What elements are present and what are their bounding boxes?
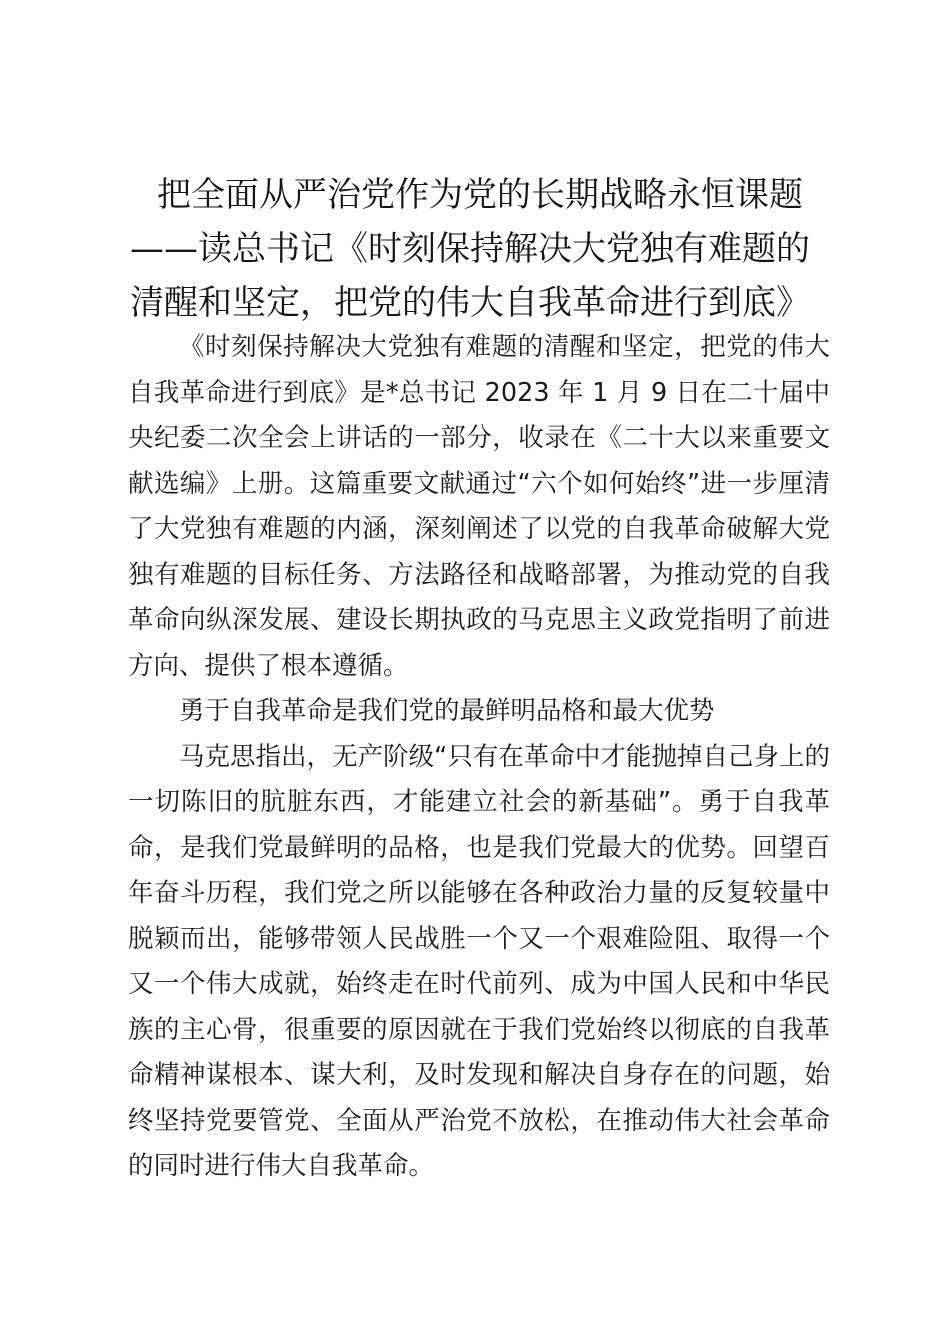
intro-paragraph: 《时刻保持解决大党独有难题的清醒和坚定，把党的伟大自我革命进行到底》是*总书记 2023 年 1 月 9 日在二十届中央纪委二次全会上讲话的一部分，收录在《二十大以来重要文献选编》上册。这篇重要文献通过“六个如何始终”进一步厘清了大党独有难题的内涵，深刻阐述了以党的自我革命破解大党独有难题的目标任务、方法路径和战略部署，为推动党的自我革命向纵深发展、建设长期执政的马克思主义政党指明了前进方向、提供了根本遵循。	[128, 332, 830, 681]
document-body	[128, 325, 830, 1190]
title-line-2: ——读总书记《时刻保持解决大党独有难题的	[130, 229, 810, 269]
section-heading: 勇于自我革命是我们党的最鲜明品格和最大优势	[179, 696, 715, 726]
body-paragraph: 马克思指出，无产阶级“只有在革命中才能抛掉自己身上的一切陈旧的肮脏东西，才能建立社会的新基础”。勇于自我革命，是我们党最鲜明的品格，也是我们党最大的优势。回望百年奋斗历程，我们党之所以能够在各种政治力量的反复较量中脱颖而出，能够带领人民战胜一个又一个艰难险阻、取得一个又一个伟大成就，始终走在时代前列、成为中国人民和中华民族的主心骨，很重要的原因就在于我们党始终以彻底的自我革命精神谋根本、谋大利，及时发现和解决自身存在的问题，始终坚持党要管党、全面从严治党不放松，在推动伟大社会革命的同时进行伟大自我革命。	[128, 741, 830, 1181]
document-title	[120, 168, 840, 330]
title-line-3: 清醒和坚定，把党的伟大自我革命进行到底》	[130, 283, 810, 323]
title-line-1: 把全面从严治党作为党的长期战略永恒课题	[157, 175, 803, 215]
